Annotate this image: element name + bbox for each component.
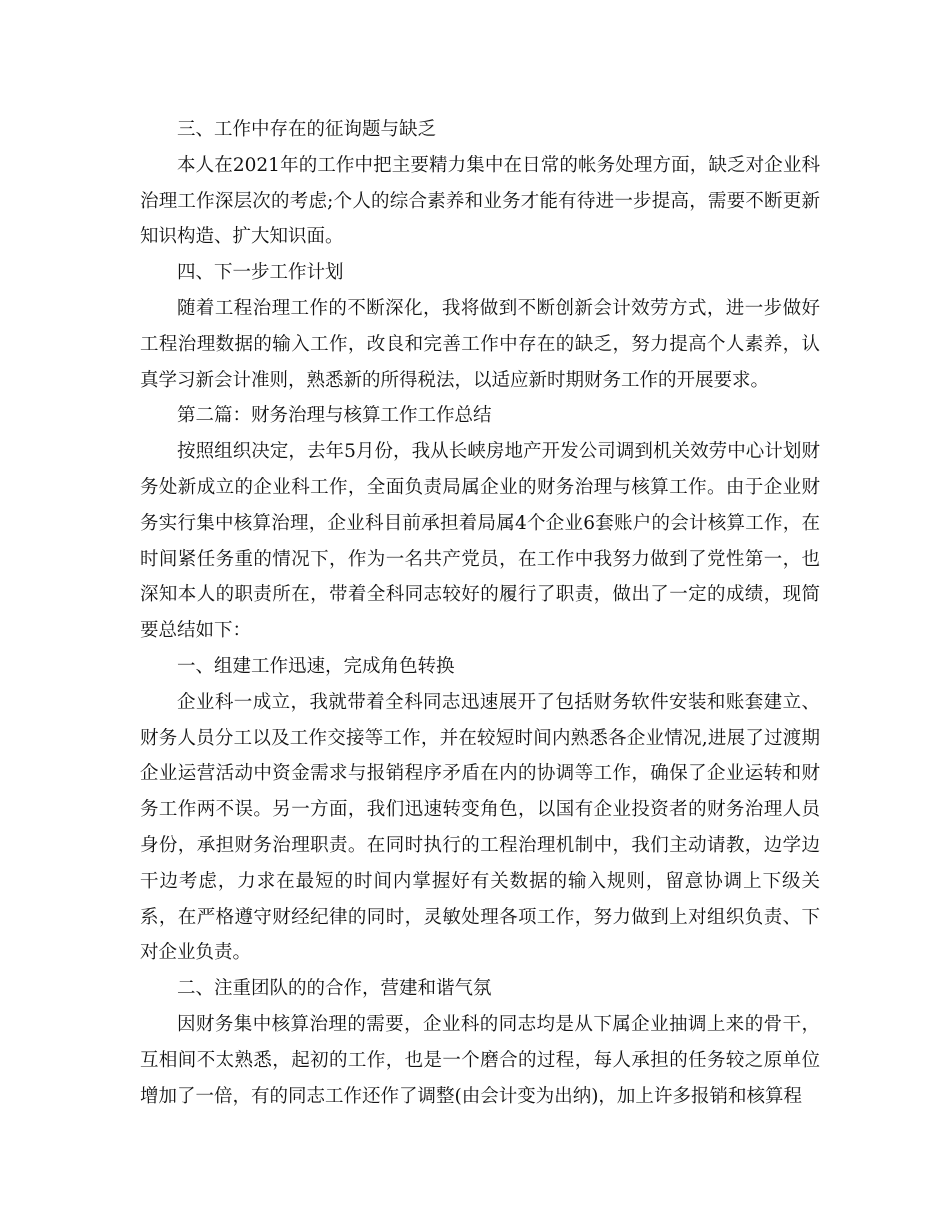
paragraph-problems: 本人在2021年的工作中把主要精力集中在日常的帐务处理方面，缺乏对企业科治理工作深层次的考虑;个人的综合素养和业务才能有待进一步提高，需要不断更新知识构造、扩大知识面。 bbox=[140, 154, 820, 248]
section-heading-setup: 一、组建工作迅速，完成角色转换 bbox=[177, 655, 455, 677]
document-page bbox=[140, 112, 820, 1114]
paragraph-setup: 企业科一成立，我就带着全科同志迅速展开了包括财务软件安装和账套建立、财务人员分工以及工作交接等工作，并在较短时间内熟悉各企业情况,进展了过渡期企业运营活动中资金需求与报销程序矛盾在内的协调等工作，确保了企业运转和财务工作两不误。另一方面，我们迅速转变角色，以国有企业投资者的财务治理人员身份，承担财务治理职责。在同时执行的工程治理机制中，我们主动请教，边学边干边考虑，力求在最短的时间内掌握好有关数据的输入规则，留意协调上下级关系，在严格遵守财经纪律的同时，灵敏处理各项工作，努力做到上对组织负责、下对企业负责。 bbox=[140, 691, 820, 964]
section-heading-problems: 三、工作中存在的征询题与缺乏 bbox=[177, 119, 437, 140]
paragraph-intro: 按照组织决定，去年5月份，我从长峡房地产开发公司调到机关效劳中心计划财务处新成立的企业科工作，全面负责局属企业的财务治理与核算工作。由于企业财务实行集中核算治理，企业科目前承担着局属4个企业6套账户的会计核算工作，在时间紧任务重的情况下，作为一名共产党员，在工作中我努力做到了党性第一，也深知本人的职责所在，带着全科同志较好的履行了职责，做出了一定的成绩，现简要总结如下： bbox=[140, 441, 820, 642]
paragraph-next-plan: 随着工程治理工作的不断深化，我将做到不断创新会计效劳方式，进一步做好工程治理数据的输入工作，改良和完善工作中存在的缺乏，努力提高个人素养，认真学习新会计准则，熟悉新的所得税法，以适应新时期财务工作的开展要求。 bbox=[140, 297, 820, 391]
paragraph-teamwork: 因财务集中核算治理的需要，企业科的同志均是从下属企业抽调上来的骨干，互相间不太熟悉，起初的工作，也是一个磨合的过程，每人承担的任务较之原单位增加了一倍，有的同志工作还作了调整(由会计变为出纳)，加上许多报销和核算程 bbox=[140, 1013, 820, 1107]
section-heading-teamwork: 二、注重团队的的合作，营建和谐气氛 bbox=[177, 978, 492, 1000]
section-heading-next-plan: 四、下一步工作计划 bbox=[177, 262, 344, 284]
chapter-heading-second: 第二篇：财务治理与核算工作工作总结 bbox=[177, 405, 492, 427]
